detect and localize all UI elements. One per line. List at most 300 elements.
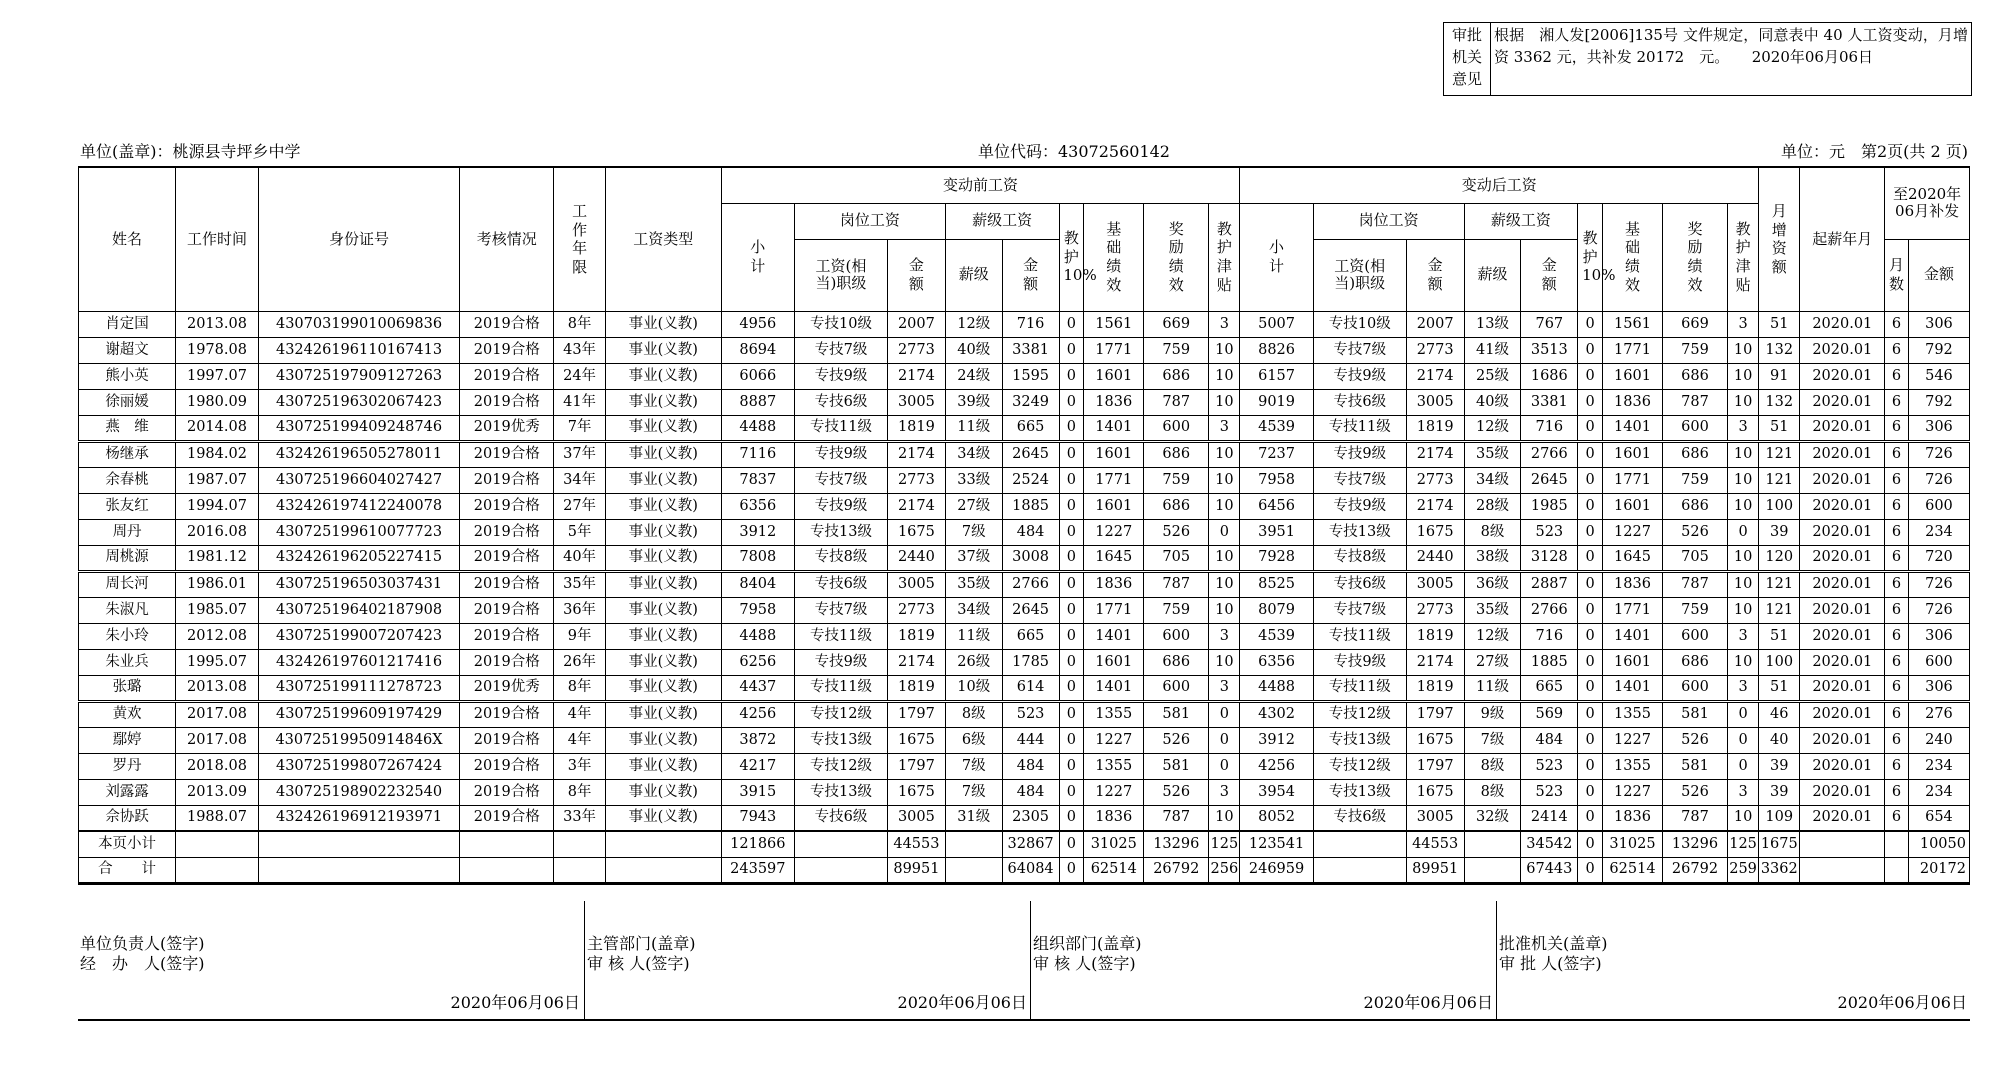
cell-wage-type: 事业(义教) bbox=[605, 467, 721, 493]
cell-before-subtotal: 7958 bbox=[721, 597, 794, 623]
header-after-teach-allow bbox=[1728, 203, 1759, 311]
cell-before-teach-allow: 3 bbox=[1209, 311, 1240, 337]
cell-before-reward-perf: 600 bbox=[1144, 415, 1209, 441]
cell-name: 朱小玲 bbox=[79, 623, 176, 649]
cell-start-month: 2020.01 bbox=[1800, 493, 1885, 519]
cell-before-reward-perf: 600 bbox=[1144, 675, 1209, 701]
cell-after-teach-allow: 3 bbox=[1728, 311, 1759, 337]
cell-before-teach-allow: 0 bbox=[1209, 519, 1240, 545]
cell-after-grade-amount: 523 bbox=[1521, 519, 1578, 545]
cell-name: 周丹 bbox=[79, 519, 176, 545]
cell-start-month: 2020.01 bbox=[1800, 597, 1885, 623]
cell-after-base-perf: 1601 bbox=[1603, 493, 1663, 519]
cell-before-teach-allow: 10 bbox=[1209, 597, 1240, 623]
cell-work-time: 1980.09 bbox=[176, 389, 259, 415]
cell-months: 6 bbox=[1885, 779, 1909, 805]
cell-before-grade: 34级 bbox=[945, 441, 1002, 467]
cell-after-post-level: 专技8级 bbox=[1313, 545, 1406, 571]
cell-years: 8年 bbox=[554, 311, 606, 337]
table-row bbox=[79, 597, 1970, 623]
cell-wage-type: 事业(义教) bbox=[605, 623, 721, 649]
cell-name: 黄欢 bbox=[79, 701, 176, 727]
footer-date: 2020年06月06日 bbox=[897, 993, 1027, 1012]
total-cell-after-post-amount: 44553 bbox=[1406, 831, 1464, 857]
cell-before-subtotal: 7943 bbox=[721, 805, 794, 831]
cell-before-reward-perf: 669 bbox=[1144, 311, 1209, 337]
cell-id-number: 432426196505278011 bbox=[258, 441, 459, 467]
cell-after-base-perf: 1227 bbox=[1603, 727, 1663, 753]
cell-after-grade: 7级 bbox=[1464, 727, 1521, 753]
cell-after-teach10: 0 bbox=[1578, 623, 1603, 649]
cell-start-month: 2020.01 bbox=[1800, 363, 1885, 389]
cell-start-month: 2020.01 bbox=[1800, 805, 1885, 831]
cell-after-teach10: 0 bbox=[1578, 701, 1603, 727]
page-info: 单位：元 第2页(共 2 页) bbox=[1780, 142, 1968, 161]
total-cell-back-amount: 20172 bbox=[1908, 857, 1969, 883]
cell-years: 41年 bbox=[554, 389, 606, 415]
cell-after-grade-amount: 523 bbox=[1521, 779, 1578, 805]
cell-after-subtotal: 9019 bbox=[1240, 389, 1313, 415]
cell-after-post-amount: 1819 bbox=[1406, 623, 1464, 649]
cell-name: 熊小英 bbox=[79, 363, 176, 389]
cell-after-post-level: 专技12级 bbox=[1313, 701, 1406, 727]
footer-line1: 组织部门(盖章) bbox=[1033, 934, 1142, 953]
header-amount-text: 金额 bbox=[1427, 256, 1443, 293]
cell-before-post-level: 专技6级 bbox=[795, 805, 888, 831]
cell-before-grade: 12级 bbox=[945, 311, 1002, 337]
cell-wage-type: 事业(义教) bbox=[605, 753, 721, 779]
header-back-pay bbox=[1885, 167, 1970, 239]
cell-before-reward-perf: 705 bbox=[1144, 545, 1209, 571]
cell-start-month: 2020.01 bbox=[1800, 415, 1885, 441]
header-months bbox=[1885, 239, 1909, 311]
cell-before-post-amount: 3005 bbox=[887, 389, 945, 415]
cell-after-post-level: 专技11级 bbox=[1313, 623, 1406, 649]
header-before-subtotal bbox=[721, 203, 794, 311]
cell-assessment: 2019合格 bbox=[460, 389, 554, 415]
cell-before-reward-perf: 787 bbox=[1144, 571, 1209, 597]
cell-after-post-amount: 1819 bbox=[1406, 415, 1464, 441]
cell-months: 6 bbox=[1885, 701, 1909, 727]
cell-before-post-level: 专技9级 bbox=[795, 441, 888, 467]
cell-before-reward-perf: 526 bbox=[1144, 519, 1209, 545]
cell-name: 肖定国 bbox=[79, 311, 176, 337]
cell-after-teach-allow: 10 bbox=[1728, 467, 1759, 493]
cell-monthly-inc: 132 bbox=[1759, 337, 1800, 363]
cell-before-post-amount: 2174 bbox=[887, 493, 945, 519]
cell-start-month: 2020.01 bbox=[1800, 779, 1885, 805]
total-cell-before-teach-allow: 256 bbox=[1209, 857, 1240, 883]
table-row bbox=[79, 389, 1970, 415]
cell-assessment: 2019合格 bbox=[460, 649, 554, 675]
table-row bbox=[79, 311, 1970, 337]
cell-id-number: 430725196604027427 bbox=[258, 467, 459, 493]
cell-months: 6 bbox=[1885, 623, 1909, 649]
cell-before-teach-allow: 10 bbox=[1209, 337, 1240, 363]
cell-wage-type: 事业(义教) bbox=[605, 545, 721, 571]
cell-after-teach10: 0 bbox=[1578, 597, 1603, 623]
cell-after-subtotal: 3912 bbox=[1240, 727, 1313, 753]
header-before-teach10 bbox=[1059, 203, 1097, 311]
cell-after-grade: 8级 bbox=[1464, 779, 1521, 805]
cell-before-post-level: 专技11级 bbox=[795, 623, 888, 649]
cell-after-base-perf: 1836 bbox=[1603, 571, 1663, 597]
cell-work-time: 2017.08 bbox=[176, 727, 259, 753]
cell-start-month: 2020.01 bbox=[1800, 649, 1885, 675]
cell-back-amount: 792 bbox=[1908, 389, 1969, 415]
cell-after-post-level: 专技7级 bbox=[1313, 467, 1406, 493]
total-cell-after-post-level bbox=[1313, 831, 1406, 857]
cell-name: 张璐 bbox=[79, 675, 176, 701]
cell-before-base-perf: 1771 bbox=[1084, 467, 1144, 493]
header-before-post-wage: 岗位工资 bbox=[795, 203, 946, 239]
cell-after-teach-allow: 3 bbox=[1728, 779, 1759, 805]
cell-back-amount: 600 bbox=[1908, 649, 1969, 675]
cell-after-post-amount: 1797 bbox=[1406, 753, 1464, 779]
table-row bbox=[79, 519, 1970, 545]
cell-back-amount: 792 bbox=[1908, 337, 1969, 363]
header-base-perf-text: 基础绩效 bbox=[1624, 219, 1640, 294]
cell-before-post-amount: 1675 bbox=[887, 727, 945, 753]
cell-monthly-inc: 121 bbox=[1759, 467, 1800, 493]
cell-years: 35年 bbox=[554, 571, 606, 597]
cell-before-base-perf: 1836 bbox=[1084, 805, 1144, 831]
cell-before-post-level: 专技12级 bbox=[795, 753, 888, 779]
cell-before-grade: 8级 bbox=[945, 701, 1002, 727]
cell-before-base-perf: 1401 bbox=[1084, 623, 1144, 649]
cell-monthly-inc: 39 bbox=[1759, 753, 1800, 779]
cell-before-teach-allow: 10 bbox=[1209, 571, 1240, 597]
total-cell-before-reward-perf: 26792 bbox=[1144, 857, 1209, 883]
cell-id-number: 432426196912193971 bbox=[258, 805, 459, 831]
cell-after-grade: 27级 bbox=[1464, 649, 1521, 675]
cell-before-base-perf: 1601 bbox=[1084, 441, 1144, 467]
cell-before-grade: 6级 bbox=[945, 727, 1002, 753]
cell-id-number: 430725199610077723 bbox=[258, 519, 459, 545]
cell-before-teach10: 0 bbox=[1059, 675, 1084, 701]
cell-after-grade-amount: 2414 bbox=[1521, 805, 1578, 831]
cell-before-grade: 33级 bbox=[945, 467, 1002, 493]
cell-after-teach10: 0 bbox=[1578, 753, 1603, 779]
cell-name: 徐丽媛 bbox=[79, 389, 176, 415]
cell-after-grade-amount: 2887 bbox=[1521, 571, 1578, 597]
header-name: 姓名 bbox=[79, 167, 176, 311]
cell-back-amount: 234 bbox=[1908, 753, 1969, 779]
cell-before-base-perf: 1645 bbox=[1084, 545, 1144, 571]
cell-after-teach-allow: 3 bbox=[1728, 675, 1759, 701]
cell-before-grade: 7级 bbox=[945, 779, 1002, 805]
cell-id-number: 432426197601217416 bbox=[258, 649, 459, 675]
cell-wage-type: 事业(义教) bbox=[605, 727, 721, 753]
cell-after-base-perf: 1601 bbox=[1603, 363, 1663, 389]
cell-before-grade-amount: 2524 bbox=[1002, 467, 1059, 493]
header-monthly-inc-text: 月增资额 bbox=[1771, 201, 1787, 276]
header-years-text: 工作年限 bbox=[572, 201, 588, 276]
table-row bbox=[79, 805, 1970, 831]
footer-unit-section bbox=[78, 901, 584, 1019]
cell-assessment: 2019合格 bbox=[460, 519, 554, 545]
cell-before-teach10: 0 bbox=[1059, 701, 1084, 727]
cell-before-reward-perf: 686 bbox=[1144, 441, 1209, 467]
cell-before-teach-allow: 10 bbox=[1209, 441, 1240, 467]
cell-after-post-amount: 2007 bbox=[1406, 311, 1464, 337]
cell-id-number: 430725199111278723 bbox=[258, 675, 459, 701]
cell-work-time: 1985.07 bbox=[176, 597, 259, 623]
cell-before-post-amount: 2773 bbox=[887, 337, 945, 363]
cell-after-grade-amount: 1985 bbox=[1521, 493, 1578, 519]
cell-before-grade-amount: 2305 bbox=[1002, 805, 1059, 831]
cell-before-teach10: 0 bbox=[1059, 337, 1084, 363]
cell-start-month: 2020.01 bbox=[1800, 337, 1885, 363]
cell-wage-type: 事业(义教) bbox=[605, 597, 721, 623]
cell-after-teach10: 0 bbox=[1578, 675, 1603, 701]
cell-wage-type: 事业(义教) bbox=[605, 701, 721, 727]
cell-id-number: 430703199010069836 bbox=[258, 311, 459, 337]
cell-months: 6 bbox=[1885, 571, 1909, 597]
total-cell-after-base-perf: 62514 bbox=[1603, 857, 1663, 883]
cell-after-reward-perf: 787 bbox=[1662, 805, 1727, 831]
table-row bbox=[79, 675, 1970, 701]
cell-after-base-perf: 1355 bbox=[1603, 701, 1663, 727]
cell-name: 朱淑凡 bbox=[79, 597, 176, 623]
cell-assessment: 2019合格 bbox=[460, 597, 554, 623]
cell-after-base-perf: 1401 bbox=[1603, 415, 1663, 441]
cell-before-post-level: 专技13级 bbox=[795, 727, 888, 753]
cell-work-time: 1997.07 bbox=[176, 363, 259, 389]
cell-after-teach10: 0 bbox=[1578, 337, 1603, 363]
wage-table-body bbox=[79, 311, 1970, 883]
cell-monthly-inc: 121 bbox=[1759, 597, 1800, 623]
header-before-post-amount bbox=[887, 239, 945, 311]
cell-after-post-level: 专技9级 bbox=[1313, 363, 1406, 389]
unit-code: 单位代码：43072560142 bbox=[978, 142, 1170, 161]
cell-start-month: 2020.01 bbox=[1800, 675, 1885, 701]
cell-after-subtotal: 8525 bbox=[1240, 571, 1313, 597]
cell-before-base-perf: 1771 bbox=[1084, 337, 1144, 363]
cell-before-post-amount: 2174 bbox=[887, 363, 945, 389]
cell-monthly-inc: 51 bbox=[1759, 675, 1800, 701]
table-row bbox=[79, 571, 1970, 597]
cell-after-base-perf: 1771 bbox=[1603, 337, 1663, 363]
cell-after-subtotal: 6157 bbox=[1240, 363, 1313, 389]
cell-after-reward-perf: 787 bbox=[1662, 389, 1727, 415]
cell-wage-type: 事业(义教) bbox=[605, 389, 721, 415]
cell-before-grade-amount: 2766 bbox=[1002, 571, 1059, 597]
header-after-subtotal bbox=[1240, 203, 1313, 311]
cell-before-teach-allow: 10 bbox=[1209, 467, 1240, 493]
total-label: 本页小计 bbox=[79, 831, 176, 857]
cell-months: 6 bbox=[1885, 545, 1909, 571]
grand-total-row bbox=[79, 857, 1970, 883]
total-cell-back-amount: 10050 bbox=[1908, 831, 1969, 857]
cell-wage-type: 事业(义教) bbox=[605, 805, 721, 831]
cell-before-post-amount: 2440 bbox=[887, 545, 945, 571]
cell-after-teach-allow: 10 bbox=[1728, 545, 1759, 571]
cell-before-post-amount: 1797 bbox=[887, 753, 945, 779]
total-cell-id-number bbox=[258, 857, 459, 883]
cell-before-teach-allow: 3 bbox=[1209, 779, 1240, 805]
cell-after-post-amount: 3005 bbox=[1406, 805, 1464, 831]
total-cell-wage-type bbox=[605, 857, 721, 883]
page-subtotal-row bbox=[79, 831, 1970, 857]
cell-after-reward-perf: 686 bbox=[1662, 649, 1727, 675]
cell-after-teach-allow: 10 bbox=[1728, 805, 1759, 831]
header-after-teach10 bbox=[1578, 203, 1616, 311]
cell-months: 6 bbox=[1885, 415, 1909, 441]
header-months-text: 月数 bbox=[1889, 256, 1905, 293]
total-cell-before-subtotal: 121866 bbox=[721, 831, 794, 857]
cell-before-teach10: 0 bbox=[1059, 597, 1084, 623]
cell-back-amount: 240 bbox=[1908, 727, 1969, 753]
cell-after-base-perf: 1227 bbox=[1603, 779, 1663, 805]
cell-before-subtotal: 4437 bbox=[721, 675, 794, 701]
cell-after-post-level: 专技6级 bbox=[1313, 805, 1406, 831]
total-cell-after-teach10: 0 bbox=[1578, 831, 1603, 857]
cell-before-post-level: 专技6级 bbox=[795, 389, 888, 415]
header-reward-perf-text: 奖励绩效 bbox=[1168, 219, 1184, 294]
cell-before-subtotal: 8694 bbox=[721, 337, 794, 363]
cell-after-subtotal: 4539 bbox=[1240, 415, 1313, 441]
cell-monthly-inc: 51 bbox=[1759, 623, 1800, 649]
header-reward-perf-text: 奖励绩效 bbox=[1687, 219, 1703, 294]
cell-after-post-amount: 3005 bbox=[1406, 389, 1464, 415]
cell-monthly-inc: 40 bbox=[1759, 727, 1800, 753]
cell-start-month: 2020.01 bbox=[1800, 701, 1885, 727]
total-label: 合 计 bbox=[79, 857, 176, 883]
cell-wage-type: 事业(义教) bbox=[605, 649, 721, 675]
cell-after-post-amount: 1675 bbox=[1406, 519, 1464, 545]
cell-years: 4年 bbox=[554, 701, 606, 727]
cell-before-reward-perf: 787 bbox=[1144, 389, 1209, 415]
cell-after-teach10: 0 bbox=[1578, 389, 1603, 415]
cell-before-subtotal: 3915 bbox=[721, 779, 794, 805]
cell-after-grade: 9级 bbox=[1464, 701, 1521, 727]
cell-months: 6 bbox=[1885, 675, 1909, 701]
cell-before-subtotal: 4488 bbox=[721, 415, 794, 441]
total-cell-after-grade-amount: 34542 bbox=[1521, 831, 1578, 857]
cell-years: 4年 bbox=[554, 727, 606, 753]
cell-after-teach-allow: 0 bbox=[1728, 727, 1759, 753]
total-cell-before-reward-perf: 13296 bbox=[1144, 831, 1209, 857]
cell-before-reward-perf: 581 bbox=[1144, 701, 1209, 727]
cell-assessment: 2019合格 bbox=[460, 337, 554, 363]
cell-after-subtotal: 7237 bbox=[1240, 441, 1313, 467]
cell-assessment: 2019合格 bbox=[460, 311, 554, 337]
cell-before-grade-amount: 484 bbox=[1002, 753, 1059, 779]
cell-before-teach10: 0 bbox=[1059, 519, 1084, 545]
cell-after-grade: 28级 bbox=[1464, 493, 1521, 519]
cell-after-subtotal: 8826 bbox=[1240, 337, 1313, 363]
cell-assessment: 2019合格 bbox=[460, 571, 554, 597]
cell-start-month: 2020.01 bbox=[1800, 623, 1885, 649]
cell-before-teach10: 0 bbox=[1059, 649, 1084, 675]
cell-assessment: 2019合格 bbox=[460, 727, 554, 753]
cell-after-post-amount: 1675 bbox=[1406, 779, 1464, 805]
header-before-teach-allow bbox=[1209, 203, 1240, 311]
header-subtotal-text: 小计 bbox=[750, 238, 766, 275]
cell-before-reward-perf: 600 bbox=[1144, 623, 1209, 649]
cell-after-grade: 11级 bbox=[1464, 675, 1521, 701]
total-cell-after-grade-amount: 67443 bbox=[1521, 857, 1578, 883]
header-teach10-text: 教护10% bbox=[1582, 228, 1616, 285]
total-cell-wage-type bbox=[605, 831, 721, 857]
cell-after-base-perf: 1836 bbox=[1603, 805, 1663, 831]
cell-after-teach-allow: 10 bbox=[1728, 441, 1759, 467]
cell-monthly-inc: 121 bbox=[1759, 571, 1800, 597]
cell-before-subtotal: 6066 bbox=[721, 363, 794, 389]
cell-years: 34年 bbox=[554, 467, 606, 493]
cell-back-amount: 234 bbox=[1908, 779, 1969, 805]
cell-before-post-level: 专技9级 bbox=[795, 649, 888, 675]
cell-monthly-inc: 100 bbox=[1759, 493, 1800, 519]
cell-start-month: 2020.01 bbox=[1800, 467, 1885, 493]
cell-assessment: 2019合格 bbox=[460, 779, 554, 805]
cell-before-grade: 31级 bbox=[945, 805, 1002, 831]
cell-after-post-level: 专技10级 bbox=[1313, 311, 1406, 337]
cell-after-post-level: 专技7级 bbox=[1313, 597, 1406, 623]
cell-id-number: 430725196503037431 bbox=[258, 571, 459, 597]
cell-after-base-perf: 1601 bbox=[1603, 649, 1663, 675]
header-before: 变动前工资 bbox=[721, 167, 1240, 203]
cell-start-month: 2020.01 bbox=[1800, 311, 1885, 337]
header-wage-type: 工资类型 bbox=[605, 167, 721, 311]
cell-before-post-amount: 2174 bbox=[887, 441, 945, 467]
cell-before-reward-perf: 686 bbox=[1144, 493, 1209, 519]
header-teach-allow-text: 教护津贴 bbox=[1216, 219, 1232, 294]
cell-after-teach10: 0 bbox=[1578, 441, 1603, 467]
table-row bbox=[79, 649, 1970, 675]
cell-work-time: 1984.02 bbox=[176, 441, 259, 467]
total-cell-after-subtotal: 123541 bbox=[1240, 831, 1313, 857]
cell-wage-type: 事业(义教) bbox=[605, 571, 721, 597]
cell-start-month: 2020.01 bbox=[1800, 727, 1885, 753]
unit-name: 单位(盖章)：桃源县寺坪乡中学 bbox=[80, 142, 301, 161]
cell-after-post-level: 专技13级 bbox=[1313, 779, 1406, 805]
cell-after-grade: 38级 bbox=[1464, 545, 1521, 571]
cell-after-post-level: 专技11级 bbox=[1313, 415, 1406, 441]
cell-after-reward-perf: 705 bbox=[1662, 545, 1727, 571]
cell-after-teach10: 0 bbox=[1578, 649, 1603, 675]
total-cell-after-reward-perf: 26792 bbox=[1662, 857, 1727, 883]
total-cell-after-grade bbox=[1464, 831, 1521, 857]
cell-after-reward-perf: 526 bbox=[1662, 727, 1727, 753]
header-after-post-wage: 岗位工资 bbox=[1313, 203, 1464, 239]
cell-before-base-perf: 1355 bbox=[1084, 753, 1144, 779]
cell-before-grade: 39级 bbox=[945, 389, 1002, 415]
cell-before-grade-amount: 716 bbox=[1002, 311, 1059, 337]
header-after-base-perf bbox=[1603, 203, 1663, 311]
cell-after-base-perf: 1401 bbox=[1603, 623, 1663, 649]
total-cell-before-post-level bbox=[795, 831, 888, 857]
cell-months: 6 bbox=[1885, 805, 1909, 831]
header-amount-text: 金额 bbox=[1023, 256, 1039, 293]
cell-after-grade-amount: 569 bbox=[1521, 701, 1578, 727]
approval-label-line: 审批 bbox=[1451, 26, 1482, 44]
cell-after-grade: 12级 bbox=[1464, 623, 1521, 649]
total-cell-after-grade bbox=[1464, 857, 1521, 883]
cell-before-teach-allow: 10 bbox=[1209, 545, 1240, 571]
cell-wage-type: 事业(义教) bbox=[605, 415, 721, 441]
total-cell-start-month bbox=[1800, 857, 1885, 883]
cell-after-reward-perf: 759 bbox=[1662, 467, 1727, 493]
cell-after-base-perf: 1645 bbox=[1603, 545, 1663, 571]
total-cell-after-post-level bbox=[1313, 857, 1406, 883]
cell-before-teach-allow: 0 bbox=[1209, 753, 1240, 779]
cell-after-grade: 13级 bbox=[1464, 311, 1521, 337]
header-before-post-level bbox=[795, 239, 888, 311]
cell-wage-type: 事业(义教) bbox=[605, 337, 721, 363]
cell-after-subtotal: 4302 bbox=[1240, 701, 1313, 727]
